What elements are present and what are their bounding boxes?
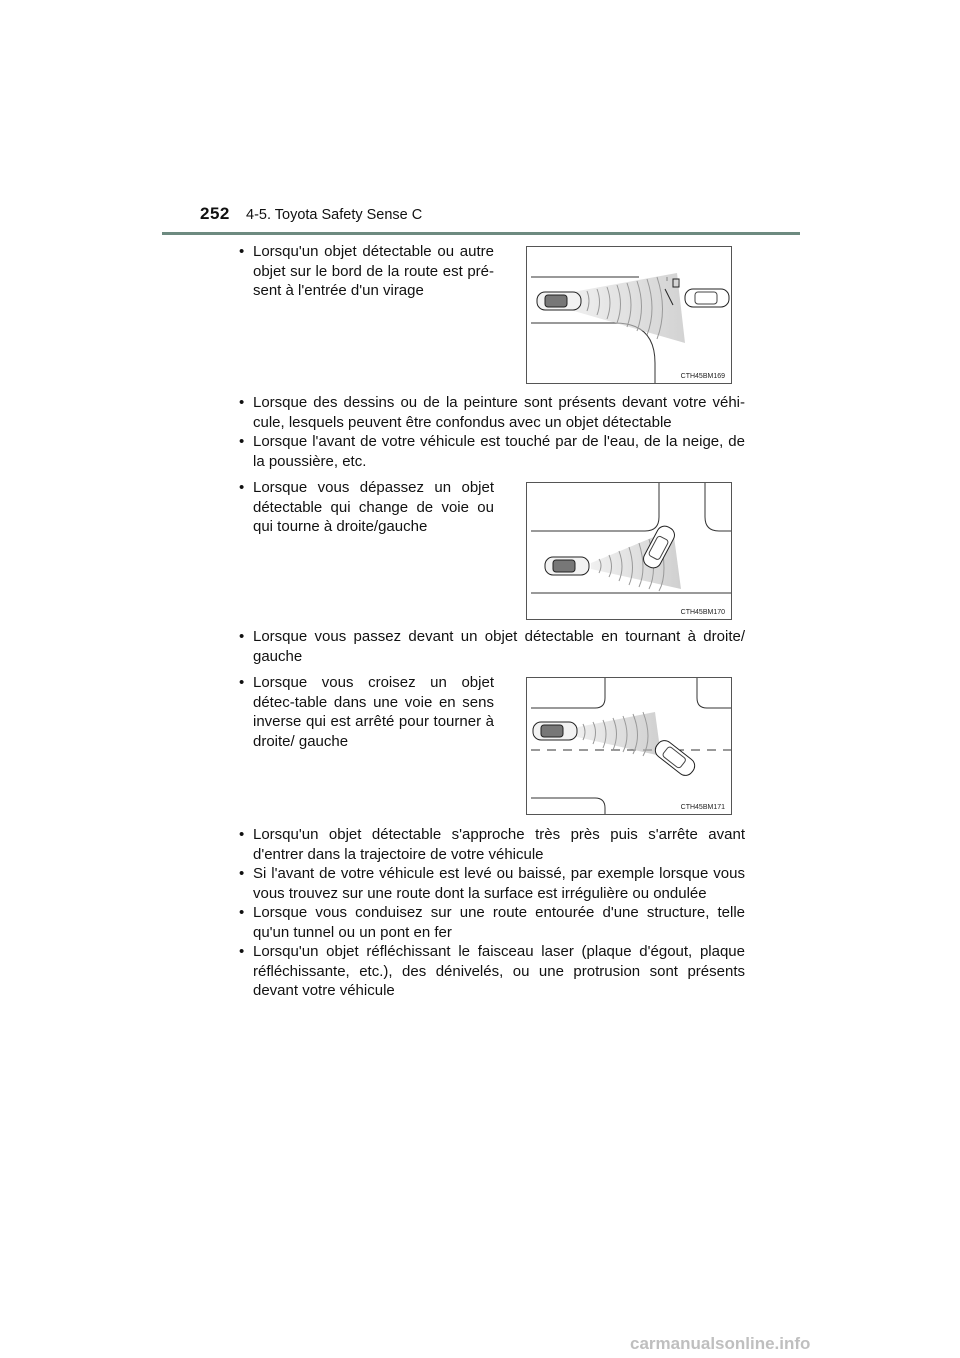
- bullet-dot: •: [239, 904, 245, 921]
- bullet-dot: •: [239, 826, 245, 843]
- bullet-dot: •: [239, 479, 245, 496]
- list-item: [239, 825, 745, 864]
- list-item: [239, 903, 745, 942]
- figure-code: CTH45BM170: [680, 609, 725, 616]
- list-item-text: Lorsque vous conduisez sur une route entourée d'une structure, telle qu'un tunnel ou un pont en fer: [253, 904, 745, 941]
- bullet-dot: •: [239, 628, 245, 645]
- figure-lane-change: [526, 482, 732, 620]
- list-item: [239, 242, 494, 301]
- figure-code: CTH45BM169: [680, 373, 725, 380]
- bullet-dot: •: [239, 943, 245, 960]
- list-item-text: Lorsque vous dépassez un objet détectable qui change de voie ou qui tourne à droite/gauche: [253, 479, 494, 535]
- list-item: [239, 393, 745, 432]
- list-item-text: Si l'avant de votre véhicule est levé ou baissé, par exemple lorsque vous vous trouvez sur une route dont la surface est irrégulière ou ondulée: [253, 865, 745, 902]
- list-item: [239, 478, 494, 537]
- list-item-text: Lorsque des dessins ou de la peinture sont présents devant votre véhi-cule, lesquels peuvent être confondus avec un objet détectable: [253, 394, 745, 431]
- bullet-dot: •: [239, 243, 245, 260]
- list-item: [239, 432, 745, 471]
- list-item-text: Lorsqu'un objet réfléchissant le faisceau laser (plaque d'égout, plaque réfléchissante, etc.), des dénivelés, ou une protrusion sont présents devant votre véhicule: [253, 943, 745, 999]
- bullet-dot: •: [239, 674, 245, 691]
- bullet-dot: •: [239, 433, 245, 450]
- list-item: [239, 942, 745, 1001]
- list-item-text: Lorsque vous passez devant un objet détectable en tournant à droite/ gauche: [253, 628, 745, 665]
- list-item: [239, 627, 745, 666]
- list-item-text: Lorsqu'un objet détectable ou autre objet sur le bord de la route est pré-sent à l'entrée d'un virage: [253, 243, 494, 299]
- figure-curve-entrance: [526, 246, 732, 384]
- watermark: carmanualsonline.info: [630, 1334, 811, 1353]
- figure-oncoming-turn: [526, 677, 732, 815]
- bullet-dot: •: [239, 394, 245, 411]
- list-item-text: Lorsqu'un objet détectable s'approche très près puis s'arrête avant d'entrer dans la trajectoire de votre véhicule: [253, 826, 745, 863]
- list-item-text: Lorsque vous croisez un objet détec-table dans une voie en sens inverse qui est arrêté pour tourner à droite/ gauche: [253, 674, 494, 750]
- list-item: [239, 864, 745, 903]
- list-item-text: Lorsque l'avant de votre véhicule est touché par de l'eau, de la neige, de la poussière, etc.: [253, 433, 745, 470]
- section-title: 4-5. Toyota Safety Sense C: [246, 207, 423, 223]
- bullet-dot: •: [239, 865, 245, 882]
- page-number: 252: [200, 204, 230, 223]
- figure-code: CTH45BM171: [680, 804, 725, 811]
- list-item: [239, 673, 494, 751]
- header-rule: [162, 232, 800, 235]
